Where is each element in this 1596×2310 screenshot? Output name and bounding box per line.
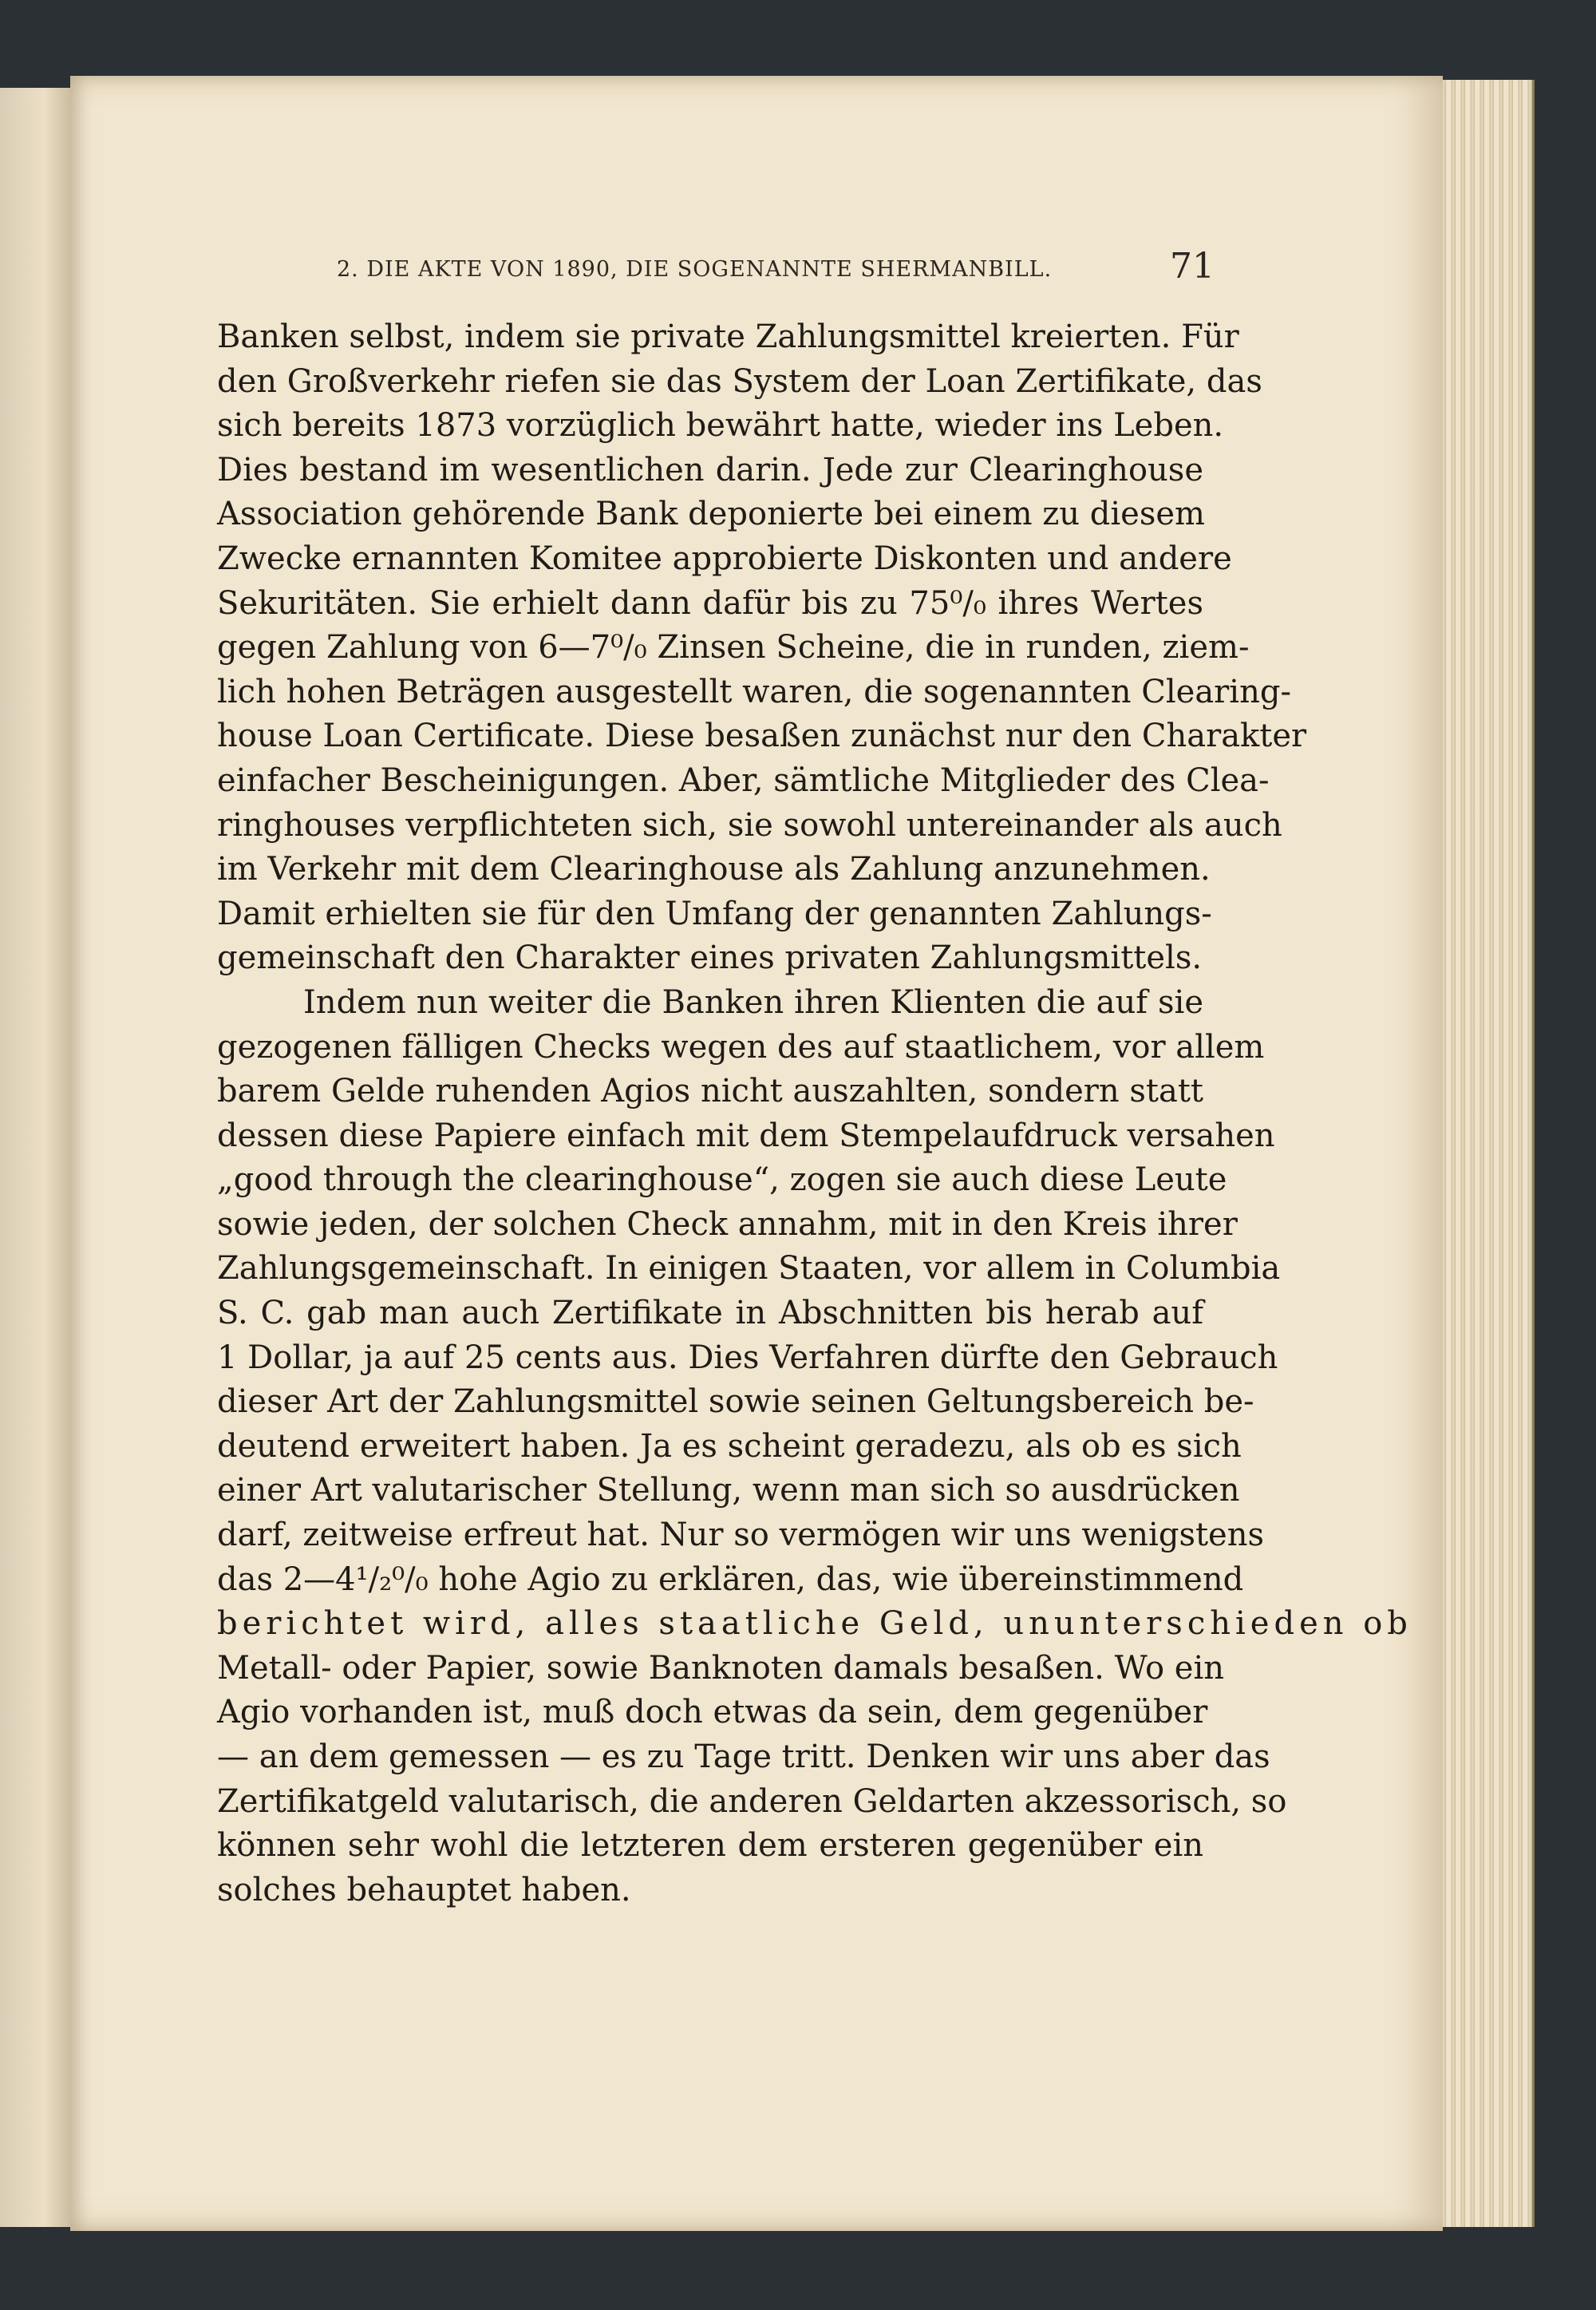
text-line: Association gehörende Bank deponierte bei einem zu diesem — [217, 496, 1205, 533]
text-line: dessen diese Papiere einfach mit dem Stempelaufdruck versahen — [217, 1117, 1275, 1154]
text-line: house Loan Certificate. Diese besaßen zunächst nur den Charakter — [217, 718, 1307, 755]
page-number: 71 — [1170, 246, 1215, 287]
text-line: sowie jeden, der solchen Check annahm, mit in den Kreis ihrer — [217, 1205, 1238, 1243]
body-text — [217, 315, 1412, 1912]
text-line: Damit erhielten sie für den Umfang der genannten Zahlungs- — [217, 895, 1212, 932]
text-line: Sekuritäten. Sie erhielt dann dafür bis zu 75⁰/₀ ihres Wertes — [217, 584, 1203, 622]
text-line: gegen Zahlung von 6—7⁰/₀ Zinsen Scheine, die in runden, ziem- — [217, 629, 1250, 666]
book-page-edges — [1436, 80, 1535, 2227]
text-line: können sehr wohl die letzteren dem ersteren gegenüber ein — [217, 1827, 1203, 1865]
text-line: — an dem gemessen — es zu Tage tritt. Denken wir uns aber das — [217, 1738, 1270, 1775]
page-header — [337, 246, 1215, 294]
text-line: im Verkehr mit dem Clearinghouse als Zahlung anzunehmen. — [217, 851, 1211, 888]
text-line: Dies bestand im wesentlichen darin. Jede zur Clearinghouse — [217, 451, 1203, 489]
text-line: sich bereits 1873 vorzüglich bewährt hatte, wieder ins Leben. — [217, 407, 1224, 445]
text-line: lich hohen Beträgen ausgestellt waren, die sogenannten Clearing- — [217, 673, 1291, 710]
text-line: gezogenen fälligen Checks wegen des auf staatlichem, vor allem — [217, 1028, 1265, 1066]
text-line: Banken selbst, indem sie private Zahlungsmittel kreierten. Für — [217, 318, 1239, 355]
text-line: einer Art valutarischer Stellung, wenn man sich so ausdrücken — [217, 1472, 1240, 1509]
text-line-spaced: berichtet wird, alles staatliche Geld, ununterschieden ob — [217, 1605, 1412, 1643]
text-line: Zahlungsgemeinschaft. In einigen Staaten, vor allem in Columbia — [217, 1250, 1281, 1288]
facing-page-edge — [0, 88, 75, 2227]
text-line: deutend erweitert haben. Ja es scheint geradezu, als ob es sich — [217, 1427, 1242, 1465]
text-line: darf, zeitweise erfreut hat. Nur so vermögen wir uns wenigstens — [217, 1517, 1265, 1554]
text-line: S. C. gab man auch Zertifikate in Abschnitten bis herab auf — [217, 1295, 1203, 1332]
paragraph-end-line: gemeinschaft den Charakter eines privaten Zahlungsmittels. — [217, 939, 1203, 977]
text-line: barem Gelde ruhenden Agios nicht auszahlten, sondern statt — [217, 1073, 1203, 1110]
text-line: dieser Art der Zahlungsmittel sowie seinen Geltungsbereich be- — [217, 1383, 1254, 1421]
text-line: Metall- oder Papier, sowie Banknoten damals besaßen. Wo ein — [217, 1649, 1225, 1687]
text-line: 1 Dollar, ja auf 25 cents aus. Dies Verfahren dürfte den Gebrauch — [217, 1339, 1278, 1376]
text-line: Agio vorhanden ist, muß doch etwas da sein, dem gegenüber — [217, 1694, 1208, 1731]
text-line: den Großverkehr riefen sie das System der Loan Zertifikate, das — [217, 362, 1262, 400]
running-title: 2. DIE AKTE VON 1890, DIE SOGENANNTE SHERMANBILL. — [337, 257, 1053, 282]
text-line: Zertifikatgeld valutarisch, die anderen Geldarten akzessorisch, so — [217, 1782, 1287, 1820]
text-line: Zwecke ernannten Komitee approbierte Diskonten und andere — [217, 540, 1232, 577]
text-line: einfacher Bescheinigungen. Aber, sämtliche Mitglieder des Clea- — [217, 761, 1270, 799]
text-line: ringhouses verpflichteten sich, sie sowohl untereinander als auch — [217, 806, 1282, 844]
paragraph-end-line: solches behauptet haben. — [217, 1871, 631, 1909]
text-line: „good through the clearinghouse“, zogen sie auch diese Leute — [217, 1161, 1227, 1199]
text-line: das 2—4¹/₂⁰/₀ hohe Agio zu erklären, das, wie übereinstimmend — [217, 1560, 1244, 1598]
paragraph-start-line: Indem nun weiter die Banken ihren Klienten die auf sie — [303, 983, 1203, 1021]
